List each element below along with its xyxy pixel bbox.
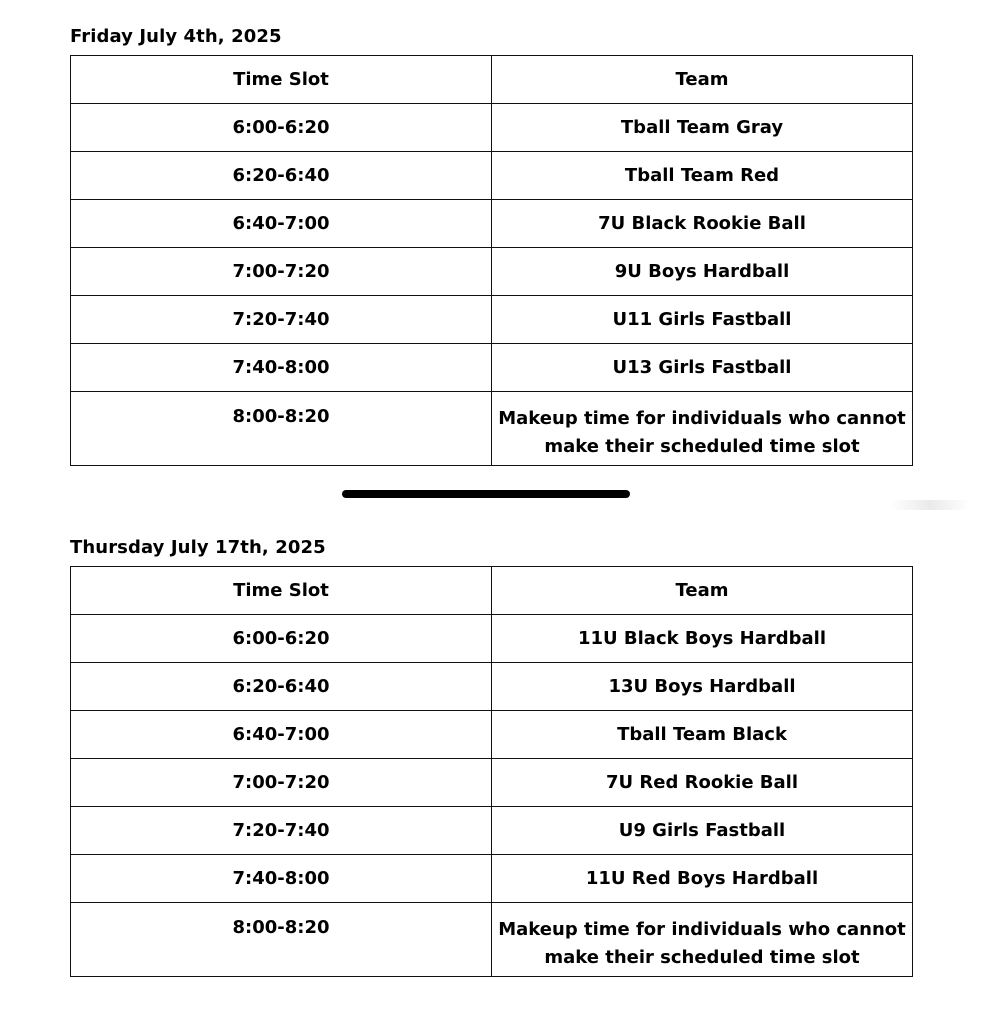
- team-cell: 7U Black Rookie Ball: [492, 200, 913, 248]
- team-cell: 9U Boys Hardball: [492, 248, 913, 296]
- time-slot-cell: 6:20-6:40: [71, 663, 492, 711]
- team-cell: Tball Team Gray: [492, 104, 913, 152]
- time-slot-cell: 7:40-8:00: [71, 855, 492, 903]
- table-row: [71, 248, 913, 296]
- time-slot-cell: 8:00-8:20: [71, 392, 492, 466]
- table-row: [71, 615, 913, 663]
- schedule-title: Thursday July 17th, 2025: [70, 537, 326, 558]
- table-row-makeup: [71, 903, 913, 977]
- makeup-note-line: make their scheduled time slot: [544, 436, 860, 457]
- team-cell: 11U Black Boys Hardball: [492, 615, 913, 663]
- table-row: [71, 296, 913, 344]
- time-slot-cell: 8:00-8:20: [71, 903, 492, 977]
- scan-smudge: [890, 500, 970, 510]
- team-cell-makeup: [492, 903, 913, 977]
- schedule-title: Friday July 4th, 2025: [70, 26, 282, 47]
- team-cell: Tball Team Red: [492, 152, 913, 200]
- column-header-team: Team: [492, 567, 913, 615]
- table-row: [71, 104, 913, 152]
- table-row-makeup: [71, 392, 913, 466]
- schedule-table: [70, 55, 913, 466]
- table-row: [71, 807, 913, 855]
- time-slot-cell: 7:20-7:40: [71, 296, 492, 344]
- time-slot-cell: 6:20-6:40: [71, 152, 492, 200]
- table-header-row: [71, 567, 913, 615]
- table-row: [71, 152, 913, 200]
- team-cell: Tball Team Black: [492, 711, 913, 759]
- time-slot-cell: 7:00-7:20: [71, 759, 492, 807]
- table-row: [71, 759, 913, 807]
- team-cell-makeup: [492, 392, 913, 466]
- team-cell: U11 Girls Fastball: [492, 296, 913, 344]
- time-slot-cell: 7:20-7:40: [71, 807, 492, 855]
- team-cell: U9 Girls Fastball: [492, 807, 913, 855]
- team-cell: 7U Red Rookie Ball: [492, 759, 913, 807]
- column-header-team: Team: [492, 56, 913, 104]
- team-cell: U13 Girls Fastball: [492, 344, 913, 392]
- table-row: [71, 663, 913, 711]
- table-row: [71, 855, 913, 903]
- table-row: [71, 711, 913, 759]
- time-slot-cell: 6:00-6:20: [71, 104, 492, 152]
- team-cell: 13U Boys Hardball: [492, 663, 913, 711]
- column-header-time-slot: Time Slot: [71, 56, 492, 104]
- table-row: [71, 200, 913, 248]
- time-slot-cell: 6:40-7:00: [71, 711, 492, 759]
- time-slot-cell: 7:40-8:00: [71, 344, 492, 392]
- makeup-note-line: make their scheduled time slot: [544, 947, 860, 968]
- schedule-table: [70, 566, 913, 977]
- time-slot-cell: 7:00-7:20: [71, 248, 492, 296]
- column-header-time-slot: Time Slot: [71, 567, 492, 615]
- table-header-row: [71, 56, 913, 104]
- time-slot-cell: 6:00-6:20: [71, 615, 492, 663]
- time-slot-cell: 6:40-7:00: [71, 200, 492, 248]
- team-cell: 11U Red Boys Hardball: [492, 855, 913, 903]
- makeup-note-line: Makeup time for individuals who cannot: [498, 919, 906, 940]
- makeup-note-line: Makeup time for individuals who cannot: [498, 408, 906, 429]
- divider-bar: [342, 490, 630, 498]
- table-row: [71, 344, 913, 392]
